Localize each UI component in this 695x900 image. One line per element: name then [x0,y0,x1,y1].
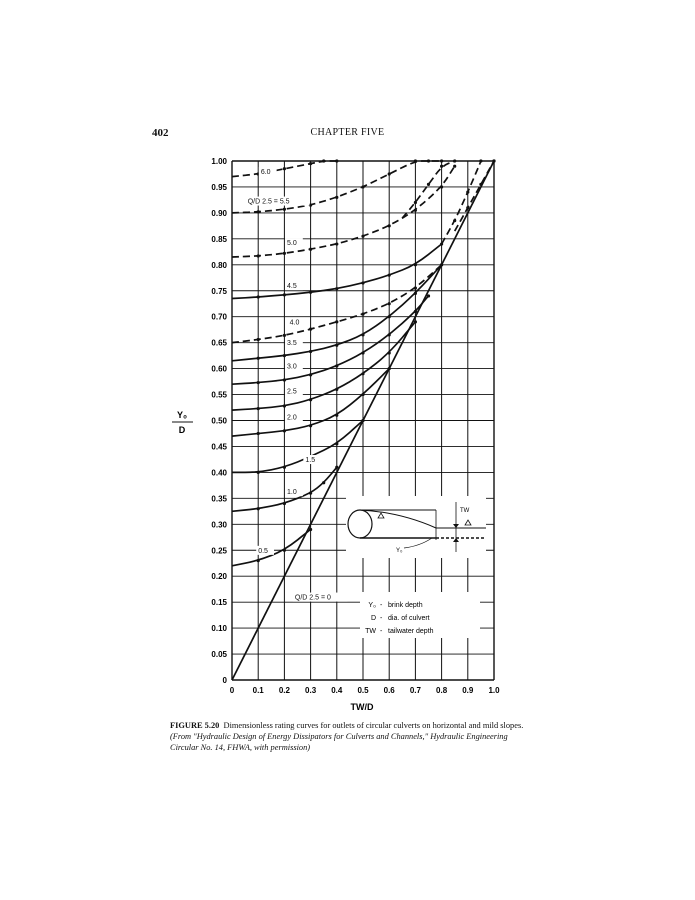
series-line-5.5-tail [402,161,454,218]
series-point-5.5 [427,159,430,162]
series-point-1.0 [257,507,260,510]
series-label-3.5: 3.5 [287,340,297,348]
series-point-6.0 [322,159,325,162]
series-point-3.0 [309,373,312,376]
x-axis-label: TW/D [350,702,374,712]
inset-yo-label: Y₀ [396,548,403,554]
x-tick-label: 0.3 [305,686,317,695]
y-tick-label: 0.05 [211,650,227,660]
svg-text:-: - [380,628,383,635]
legend-symbol-d: D [370,615,376,622]
y-tick-label: 0.85 [211,234,227,244]
series-point-3.0 [414,310,417,313]
inset-tw-label: TW [460,508,470,514]
y-tick-label: 0.25 [211,546,227,556]
figure-caption [170,720,530,753]
series-point-4.5 [388,274,391,277]
series-point-5.5 [361,185,364,188]
y-tick-label: 0.60 [211,364,227,374]
legend-desc-tw: tailwater depth [388,628,434,635]
y-tick-label: 1.00 [211,157,227,166]
series-point-5.0-tail [453,219,456,222]
series-point-3.0 [388,333,391,336]
series-point-0.5 [309,528,312,531]
legend-symbol-tw: TW [365,628,376,635]
series-point-3.5 [361,333,364,336]
caption-source: (From "Hydraulic Design of Energy Dissipators for Culverts and Channels," Hydraulic Engineering Circular No. 14, FHWA, with permission) [170,732,508,752]
series-point-4.5 [335,287,338,290]
series-point-3.5 [335,344,338,347]
series-point-3.0 [361,351,364,354]
series-label-6.0: 6.0 [260,168,271,176]
series-point-5.0 [361,235,364,238]
series-point-5.0-tail [479,159,482,162]
series-point-6.0 [283,167,286,170]
chapter-title: CHAPTER FIVE [310,127,385,138]
culvert-inset-diagram [346,496,486,558]
series-labels [246,167,348,602]
series-point-3.0 [283,378,286,381]
series-point-4.5 [361,281,364,284]
series-point-5.5 [388,172,391,175]
series-point-5.0 [335,242,338,245]
series-point-4.0 [283,334,286,337]
series-point-4.0 [335,320,338,323]
series-point-5.0 [283,252,286,255]
series-label-2.5: 2.5 [287,388,297,396]
series-label-3.0: 3.0 [287,363,297,371]
series-point-3.5 [388,315,391,318]
y-tick-label: 0 [222,676,227,685]
caption-text: Dimensionless rating curves for outlets of circular culverts on horizontal and mild slopes. [223,721,524,730]
series-point-1.5 [257,471,260,474]
y-tick-label: 0.75 [211,286,227,296]
y-tick-label: 0.20 [211,572,227,582]
series-point-5.5 [440,159,443,162]
series-point-0.5 [283,549,286,552]
series-point-5.5 [414,159,417,162]
series-point-1.0 [335,466,338,469]
series-point-5.0 [453,165,456,168]
series-point-4.5 [309,291,312,294]
y-tick-label: 0.30 [211,520,227,530]
legend [360,592,480,638]
x-tick-label: 0.5 [357,686,369,695]
series-point-4.5 [414,263,417,266]
series-point-4.0 [361,313,364,316]
series-label-1.0: 1.0 [287,489,297,497]
series-point-4.5-tail [466,206,469,209]
y-tick-label: 0.15 [211,598,227,608]
x-tick-label: 0.2 [278,686,290,695]
series-point-2.0 [388,367,391,370]
x-tick-label: 0.4 [331,686,343,695]
x-tick-label: 0.6 [383,686,395,695]
series-point-5.5 [283,208,286,211]
series-point-3.5 [257,357,260,360]
y-tick-label: 0.35 [211,494,227,504]
series-point-2.0 [361,393,364,396]
y-tick-label: 0.10 [211,624,227,634]
x-tick-label: 0.7 [409,686,421,695]
series-point-1.0 [309,492,312,495]
series-point-1.5 [361,419,364,422]
series-point-5.0 [309,248,312,251]
series-point-3.0 [257,381,260,384]
series-label-4.0: 4.0 [289,319,300,327]
series-point-1.0 [322,481,325,484]
x-tick-label: 0.9 [462,686,474,695]
y-tick-labels [211,157,227,685]
y-axis-label-numerator: Y₀ [176,410,188,420]
series-point-3.5 [414,292,417,295]
series-point-2.5 [283,404,286,407]
series-point-5.5 [257,210,260,213]
series-point-3.0 [427,294,430,297]
series-point-3.5 [283,354,286,357]
series-point-2.5 [257,407,260,410]
series-point-3.0 [335,364,338,367]
y-tick-label: 0.55 [211,390,227,400]
series-line-4.5-tail [455,161,494,231]
svg-text:-: - [380,615,383,622]
series-point-2.5 [388,351,391,354]
series-point-4.0 [440,263,443,266]
caption-label: FIGURE 5.20 [170,721,220,730]
series-point-5.0 [414,209,417,212]
series-point-1.5 [335,442,338,445]
series-point-4.5-tail [492,159,495,162]
series-point-4.0 [414,287,417,290]
series-label-4.5: 4.5 [287,283,297,291]
x-tick-label: 0.8 [436,686,448,695]
svg-text:-: - [380,602,383,609]
series-label-5.5: Q/D 2.5 = 5.5 [247,198,290,206]
series-label-2.0: 2.0 [287,414,297,422]
series-point-2.5 [361,372,364,375]
legend-desc-yo: brink depth [388,602,423,609]
x-tick-label: 0 [229,686,235,695]
series-point-2.0 [335,414,338,417]
series-label-1.5: 1.5 [305,457,316,465]
series-point-1.5 [283,466,286,469]
series-point-4.5 [257,295,260,298]
series-label-5.0: 5.0 [287,240,297,248]
series-point-4.0 [388,302,391,305]
y-tick-label: 0.95 [211,182,227,192]
series-point-6.0 [335,159,338,162]
series-point-5.0 [440,185,443,188]
series-point-2.0 [309,424,312,427]
series-point-5.5 [335,196,338,199]
series-point-6.0 [309,162,312,165]
y-tick-label: 0.65 [211,338,227,348]
series-point-2.0 [283,429,286,432]
series-label-0: Q/D 2.5 = 0 [294,594,331,602]
series-point-5.0 [388,224,391,227]
series-point-1.0 [283,502,286,505]
series-point-2.0 [257,432,260,435]
series-point-3.5 [309,350,312,353]
series-point-5.5-tail [453,159,456,162]
y-tick-label: 0.70 [211,312,227,322]
series-point-4.0 [257,338,260,341]
y-axis-label-denominator: D [178,425,186,435]
y-tick-label: 0.50 [211,416,227,426]
series-point-2.5 [335,388,338,391]
y-tick-label: 0.80 [211,260,227,270]
series-point-0.5 [257,559,260,562]
series-line-5.0-tail [442,161,481,244]
series-point-2.5 [414,320,417,323]
series-point-5.5-tail [427,183,430,186]
series-point-5.5-tail [414,201,417,204]
y-tick-label: 0.40 [211,468,227,478]
y-tick-label: 0.90 [211,208,227,218]
series-point-5.5-tail [440,165,443,168]
series-point-4.5 [283,293,286,296]
series-point-4.0 [309,328,312,331]
x-tick-labels [230,686,500,695]
page-number: 402 [152,127,169,139]
x-tick-label: 1.0 [488,686,500,695]
series-point-5.0 [257,254,260,257]
y-tick-label: 0.45 [211,442,227,452]
x-tick-label: 0.1 [252,686,264,695]
legend-desc-d: dia. of culvert [388,615,430,622]
series-point-5.0-tail [466,191,469,194]
legend-symbol-yo: Y₀ [368,602,376,609]
series-point-2.5 [309,398,312,401]
series-point-4.5-tail [479,183,482,186]
series-label-0.5: 0.5 [258,547,268,555]
